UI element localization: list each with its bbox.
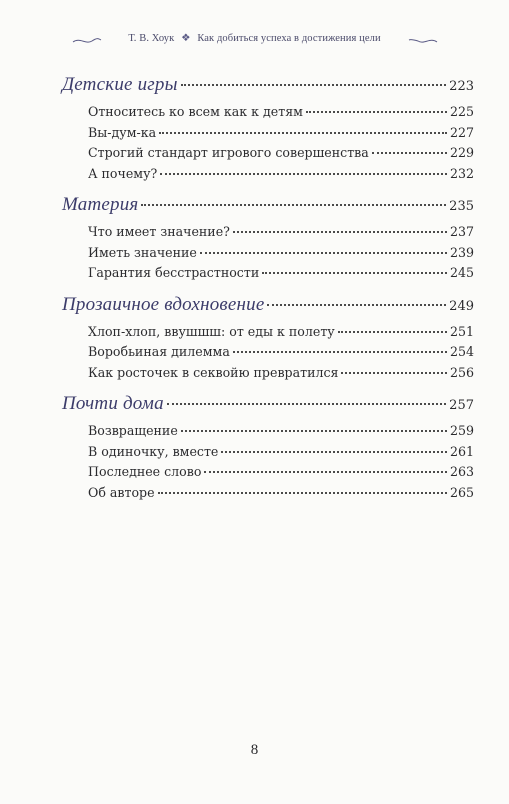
dot-leader [200,252,447,254]
dot-leader [221,451,447,453]
dot-leader [181,84,446,86]
dot-leader [267,304,446,306]
toc-entry[interactable] [62,344,474,365]
entry-page: 232 [449,165,474,181]
section-title: Прозаичное вдохновение [62,293,265,315]
entry-title: Относитесь ко всем как к детям [88,104,303,119]
entry-title: Строгий стандарт игрового совершенства [88,145,369,160]
entry-page: 256 [449,364,474,380]
toc-section [62,393,474,505]
toc-entry[interactable] [62,423,474,444]
entry-page: 259 [449,423,474,438]
toc-entry[interactable] [62,265,474,286]
dot-leader [141,204,446,206]
running-header [0,32,509,52]
dot-leader [372,152,447,154]
toc-section-title-row[interactable] [62,74,474,104]
toc-section [62,294,474,386]
entry-title: Хлоп-хлоп, ввушшш: от еды к полету [88,323,335,339]
toc-entry[interactable] [62,104,474,125]
entry-page: 225 [449,104,474,119]
section-page: 235 [449,199,474,214]
toc-entry[interactable] [62,245,474,266]
entry-title: Об авторе [88,484,155,500]
entry-title: Вы-дум-ка [88,124,157,140]
header-author: Т. В. Хоук [128,33,175,44]
toc-section-title-row[interactable] [62,393,474,423]
toc-section [62,194,474,286]
page-number: 8 [250,742,259,758]
section-page: 249 [449,298,474,314]
entry-page: 263 [449,464,474,479]
entry-page: 254 [449,344,474,359]
entry-page: 251 [449,323,474,339]
entry-title: Воробьиная дилемма [88,344,230,359]
dot-leader [233,231,447,233]
entry-page: 237 [449,224,474,239]
entry-page: 265 [449,484,474,500]
dot-leader [306,111,447,113]
entry-page: 227 [449,124,474,140]
entry-title: А почему? [88,165,158,181]
dot-leader [167,403,446,405]
toc-entry[interactable] [62,224,474,245]
toc-entry[interactable] [62,166,474,187]
dot-leader [160,173,447,175]
dot-leader [181,430,447,432]
entry-title: Гарантия бесстрастности [88,265,260,280]
header-separator-icon: ❖ [181,33,191,44]
entry-page: 245 [449,265,474,280]
section-page: 223 [449,79,474,94]
toc-entry[interactable] [62,324,474,345]
dot-leader [159,132,447,134]
dot-leader [338,331,447,333]
dot-leader [204,471,447,473]
entry-page: 239 [449,244,474,260]
section-title: Детские игры [62,74,178,95]
dot-leader [158,492,447,494]
entry-title: Иметь значение [88,244,197,260]
toc-entry[interactable] [62,145,474,166]
entry-title: Последнее слово [88,464,202,479]
header-book-title: Как добиться успеха в достижения цели [197,33,381,44]
toc-section-title-row[interactable] [62,194,474,224]
entry-title: В одиночку, вместе [88,443,219,459]
toc-entry[interactable] [62,444,474,465]
right-flourish-ornament [408,36,438,46]
toc-entry[interactable] [62,125,474,146]
toc-entry[interactable] [62,485,474,506]
entry-title: Что имеет значение? [88,224,230,239]
dot-leader [262,272,447,274]
dot-leader [341,372,446,374]
dot-leader [233,351,447,353]
entry-page: 229 [449,145,474,160]
toc-entry[interactable] [62,464,474,485]
toc-section [62,74,474,186]
section-title: Материя [62,194,139,215]
entry-page: 261 [449,443,474,459]
section-title: Почти дома [62,393,164,414]
toc-section-title-row[interactable] [62,294,474,324]
entry-title: Возвращение [88,423,178,438]
entry-title: Как росточек в секвойю превратился [88,364,339,380]
section-page: 257 [449,398,474,413]
table-of-contents [62,74,474,513]
toc-entry[interactable] [62,365,474,386]
